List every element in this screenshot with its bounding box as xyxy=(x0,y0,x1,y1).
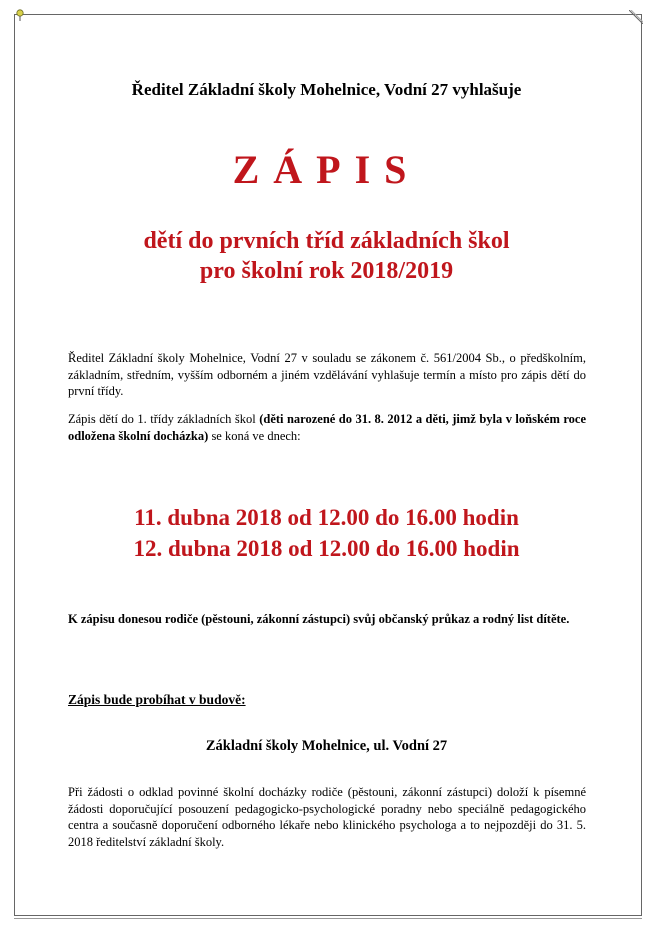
pushpin-icon xyxy=(15,9,25,21)
page-corner-fold-icon xyxy=(629,10,643,24)
deferral-paragraph: Při žádosti o odklad povinné školní docházky rodiče (pěstouni, zákonní zástupci) doloží k písemné žádosti doporučující posouzení pedagogicko-psychologické poradny nebo speciálně pedagogického centra a současně doporučení odborného lékaře nebo klinického psychologa a to nejpozději do 31. 5. 2018 ředitelství základní školy. xyxy=(68,785,586,849)
venue-name: Základní školy Mohelnice, ul. Vodní 27 xyxy=(205,738,448,754)
page-bottom-border-shadow xyxy=(14,918,642,919)
venue-heading: Zápis bude probíhat v budově: xyxy=(68,692,246,707)
page-bottom-border xyxy=(14,915,642,916)
enrollment-text-start: Zápis dětí do 1. třídy základních škol xyxy=(68,412,260,426)
subtitle-line-1: dětí do prvních tříd základních škol xyxy=(143,228,510,254)
enrollment-date-2: 12. dubna 2018 od 12.00 do 16.00 hodin xyxy=(133,536,520,561)
enrollment-text-end: se koná ve dnech: xyxy=(208,428,301,443)
documents-paragraph: K zápisu donesou rodiče (pěstouni, zákonní zástupci) svůj občanský průkaz a rodný list dítěte. xyxy=(68,612,570,626)
subtitle-line-2: pro školní rok 2018/2019 xyxy=(199,258,454,284)
enrollment-text-bold: (děti narozené do 31. 8. 2012 a děti, jimž byla v loňském roce odložena školní docházka) xyxy=(68,412,586,443)
document-title: ZÁPIS xyxy=(232,147,421,192)
enrollment-date-1: 11. dubna 2018 od 12.00 do 16.00 hodin xyxy=(134,505,519,530)
announcement-heading: Ředitel Základní školy Mohelnice, Vodní 27 vyhlašuje xyxy=(131,80,522,99)
intro-paragraph: Ředitel Základní školy Mohelnice, Vodní 27 v souladu se zákonem č. 561/2004 Sb., o předškolním, základním, středním, vyšším odborném a jiném vzdělávání vyhlašuje termín a místo pro zápis dětí do první třídy. xyxy=(68,351,586,398)
enrollment-paragraph xyxy=(68,411,586,444)
